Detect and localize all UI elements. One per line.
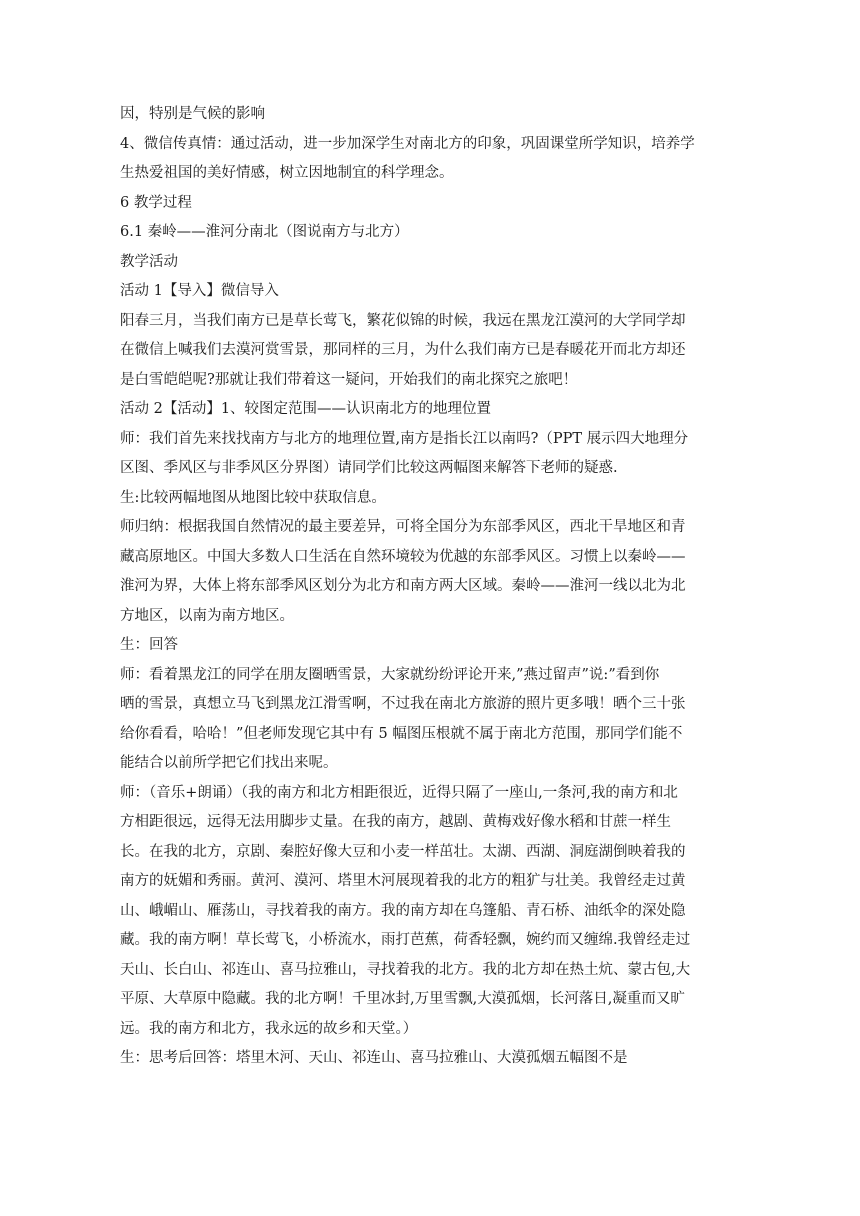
text-line: 山、峨嵋山、雁荡山，寻找着我的南方。我的南方却在乌篷船、青石桥、油纸伞的深处隐 (120, 902, 686, 919)
activity-heading: 活动 1【导入】微信导入 (120, 283, 279, 299)
text-line: 4、微信传真情：通过活动，进一步加深学生对南北方的印象，巩固课堂所学知识，培养学 (120, 135, 695, 152)
activity-heading: 活动 2【活动】1、较图定范围——认识南北方的地理位置 (120, 401, 492, 417)
subsection-heading: 6.1 秦岭——淮河分南北（图说南方与北方） (120, 224, 409, 240)
text-line: 南方的妩媚和秀丽。黄河、漠河、塔里木河展现着我的北方的粗犷与壮美。我曾经走过黄 (120, 873, 686, 889)
text-line: 方地区，以南为南方地区。 (120, 607, 294, 624)
text-line: 藏高原地区。中国大多数人口生活在自然环境较为优越的东部季风区。习惯上以秦岭—— (120, 548, 686, 565)
section-heading: 6 教学过程 (120, 194, 192, 211)
text-line: 平原、大草原中隐藏。我的北方啊！千里冰封,万里雪飘,大漠孤烟，长河落日,凝重而又旷 (120, 991, 685, 1007)
text-line: 能结合以前所学把它们找出来呢。 (120, 755, 338, 771)
text-line: 生:比较两幅地图从地图比较中获取信息。 (120, 489, 386, 506)
text-line: 生热爱祖国的美好情感，树立因地制宜的科学理念。 (120, 165, 454, 181)
text-line: 阳春三月，当我们南方已是草长莺飞，繁花似锦的时候，我远在黑龙江漠河的大学同学却 (120, 312, 686, 329)
text-line: 远。我的南方和北方，我永远的故乡和天堂。） (120, 1020, 418, 1037)
text-line: 长。在我的北方，京剧、秦腔好像大豆和小麦一样茁壮。太湖、西湖、洞庭湖倒映着我的 (120, 843, 686, 860)
document-page (120, 100, 740, 1074)
text-line: 给你看看，哈哈！”但老师发现它其中有 5 幅图压根就不属于南北方范围，那同学们能不 (120, 725, 683, 742)
text-line: 是白雪皑皑呢?那就让我们带着这一疑问，开始我们的南北探究之旅吧！ (120, 371, 578, 388)
text-line: 师：我们首先来找找南方与北方的地理位置,南方是指长江以南吗?（PPT 展示四大地理分 (120, 430, 689, 447)
text-line: 天山、长白山、祁连山、喜马拉雅山，寻找着我的北方。我的北方却在热土炕、蒙古包,大 (120, 961, 691, 978)
text-line: 师：（音乐+朗诵）（我的南方和北方相距很近，近得只隔了一座山,一条河,我的南方和北 (120, 784, 678, 801)
text-line: 在微信上喊我们去漠河赏雪景，那同样的三月，为什么我们南方已是春暖花开而北方却还 (120, 342, 686, 358)
text-line: 方相距很远，远得无法用脚步丈量。在我的南方，越剧、黄梅戏好像水稻和甘蔗一样生 (120, 814, 671, 830)
text-line: 师：看着黑龙江的同学在朋友圈晒雪景，大家就纷纷评论开来,”燕过留声”说:”看到你 (120, 666, 660, 683)
text-line: 因，特别是气候的影响 (120, 106, 265, 122)
text-line: 教学活动 (120, 253, 178, 270)
text-line: 生：思考后回答：塔里木河、天山、祁连山、喜马拉雅山、大漠孤烟五幅图不是 (120, 1050, 628, 1066)
text-line: 藏。我的南方啊！草长莺飞，小桥流水，雨打芭蕉，荷香轻飘，婉约而又缠绵.我曾经走过 (120, 932, 691, 948)
text-line: 晒的雪景，真想立马飞到黑龙江滑雪啊，不过我在南北方旅游的照片更多哦！晒个三十张 (120, 696, 686, 712)
text-line: 区图、季风区与非季风区分界图）请同学们比较这两幅图来解答下老师的疑惑. (120, 460, 618, 476)
text-line: 师归纳：根据我国自然情况的最主要差异，可将全国分为东部季风区，西北干旱地区和青 (120, 519, 686, 535)
text-line: 淮河为界，大体上将东部季风区划分为北方和南方两大区域。秦岭——淮河一线以北为北 (120, 578, 686, 594)
text-line: 生：回答 (120, 637, 178, 653)
